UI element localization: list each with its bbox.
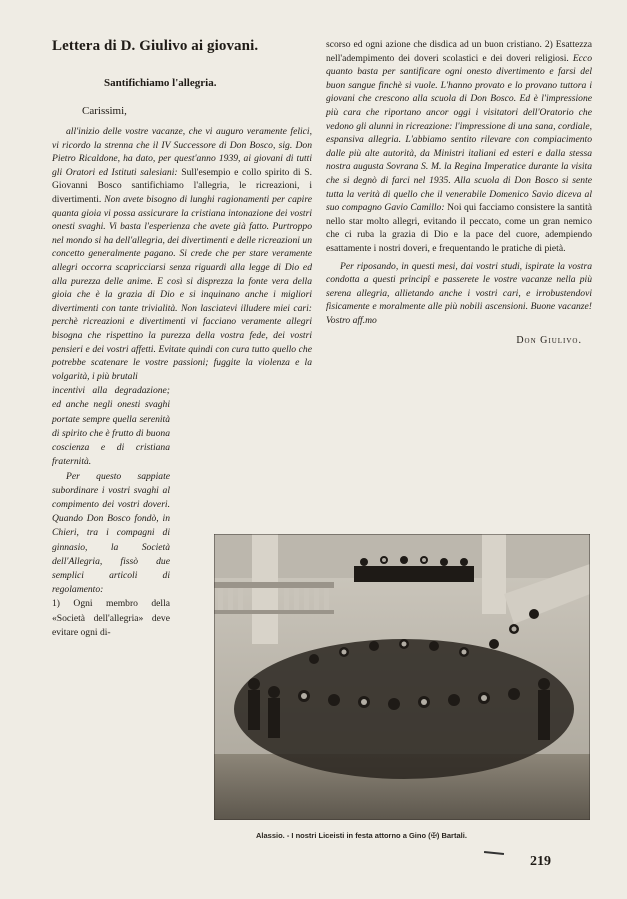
body-text-roman: Noi qui facciamo consistere la santità nello star molto allegri, evitando il peccato, come un gran nemico che ci ruba la grazia di Dio e la pace del cuore, adempiendo esattamente i nostri doveri, e frequentando le pratiche di pietà. bbox=[326, 202, 592, 254]
salutation: Carissimi, bbox=[82, 105, 127, 117]
narrow-column bbox=[52, 384, 170, 640]
page-number: 219 bbox=[530, 854, 551, 869]
article-subtitle: Santifichiamo l'allegria. bbox=[104, 77, 217, 89]
body-paragraph: incentivi alla degradazione; ed anche negli onesti svaghi portate sempre quella serenità di spirito che è frutto di buona coscienza e di cristiana fraternità. bbox=[52, 385, 170, 468]
body-text-italic: Ecco quanto basta per santificare ogni onesto divertimento e farsi del buon sangue finchè si vuole. L'hanno provato e lo provano tuttora i giovani che crescono alla scuola di Don Bosco. Ed è l'impressione più cara che riportano ancor oggi i visitatori dell'Oratorio che vedono gli alunni in ricreazione: l'impressione di una sana, cordiale, espansiva allegria. L'abbiamo sentito rilevare con compiacimento dalle più alte autorità, da Ministri italiani ed esteri e dalla stessa nostra augusta Sovrana S. M. la Regina Imperatice durante la visita che si degnò di farci nel 1935. Alla scuola di Don Bosco si sente tutta la verità di quello che il venerabile Domenico Savio diceva al suo compagno Gavio Camillo: bbox=[326, 52, 592, 214]
body-text-italic: Non avete bisogno di lunghi ragionamenti per capire quanta gioia vi possa assicurare la cristiana intonazione dei vostri onesti svaghi. Vi basta l'esperienza che avete già fatto. Purtroppo nel mondo si ha dell'allegria, dei divertimenti e delle ricreazioni un concetto generalmente pagano. Si crede che per stare veramente allegri occorra scapricciarsi senza riguardi alla legge di Dio ed alla purezza delle anime. E così si disprezza la fonte vera della gioia che è la grazia di Dio e si inquinano anche i migliori divertimenti con tante trivialità. Non lasciatevi illudere miei cari: perchè ricreazioni e divertimenti vi facciano veramente allegri bisogna che rispettino la purezza della vostra fede, dei vostri pensieri e dei vostri affetti. Evitate quindi con cura tutto quello che potrebbe scatenare le vostre passioni; fuggite la violenza e la volgarità, i più brutali bbox=[52, 193, 312, 382]
body-paragraph bbox=[52, 125, 312, 383]
photo-caption: Alassio. - I nostri Liceisti in festa attorno a Gino (✠) Bartali. bbox=[256, 831, 467, 840]
body-paragraph: Per riposando, in questi mesi, dai vostri studi, ispirate la vostra condotta a questi principî e passerete le vostre vacanze nella più serena allegria, allietando anche i vostri cari, e irrobustendovi fisicamente e moralmente alle più nobili ascensioni. Buone vacanze! Vostro aff.mo bbox=[326, 260, 592, 326]
right-column bbox=[326, 38, 592, 346]
body-paragraph: 1) Ogni membro della «Società dell'allegria» deve evitare ogni di- bbox=[52, 598, 170, 638]
page-number-dash bbox=[484, 851, 504, 855]
body-paragraph: Per questo sappiate subordinare i vostri svaghi al compimento dei vostri doveri. Quando Don Bosco fondò, in Chieri, tra i compagni di ginnasio, la Società dell'Allegria, fissò due semplici articoli di regolamento: bbox=[52, 470, 170, 596]
signature: Don Giulivo. bbox=[516, 335, 582, 347]
body-text-roman: scorso ed ogni azione che disdica ad un buon cristiano. 2) Esattezza nell'adempimento dei doveri scolastici e dei doveri religiosi. bbox=[326, 39, 592, 64]
article-title: Lettera di D. Giulivo ai giovani. bbox=[52, 38, 259, 54]
body-text-italic: all'inizio delle vostre vacanze, che vi auguro veramente felici, vi ricordo la strenna che il IV Successore di Don Bosco, sig. Don Pietro Ricaldone, ha dato, per quest'anno 1939, ai giovani di tutti gli Oratori ed Istituti salesiani: bbox=[52, 126, 312, 178]
group-photo bbox=[214, 534, 590, 820]
group-photo-image bbox=[214, 534, 590, 820]
body-paragraph bbox=[326, 38, 592, 256]
body-text-roman: Sull'esempio e collo spirito di S. Giovanni Bosco santifichiamo l'allegria, le ricreazioni, i divertimenti. bbox=[52, 166, 312, 205]
